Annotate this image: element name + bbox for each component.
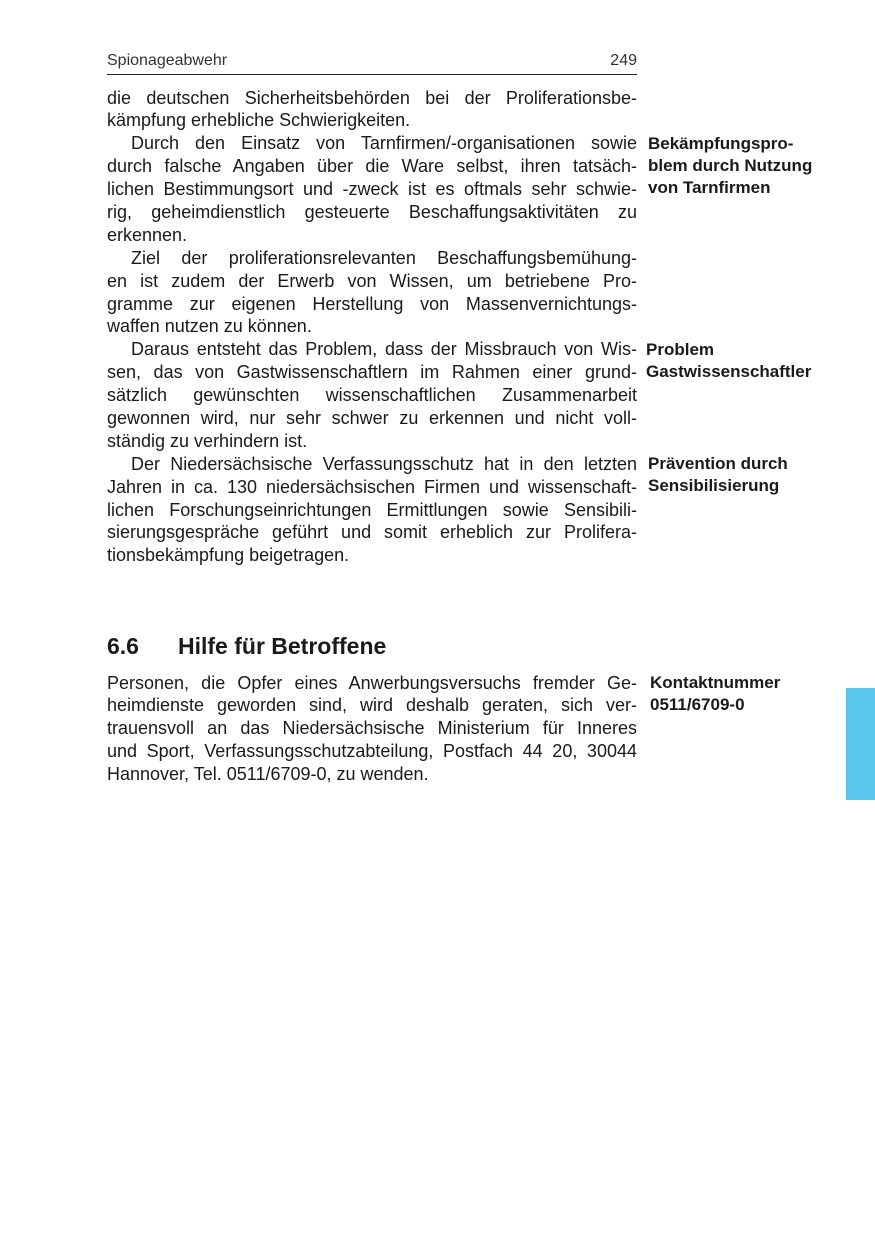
paragraph (107, 87, 637, 133)
margin-note-line: Bekämpfungspro- (648, 134, 794, 153)
section-number: 6.6 (107, 633, 139, 659)
text-line: trauensvoll an das Niedersächsische Ministerium für Inneres (107, 718, 637, 739)
text-line: Hannover, Tel. 0511/6709-0, zu wenden. (107, 764, 429, 785)
text-line: gewonnen wird, nur sehr schwer zu erkennen und nicht voll- (107, 407, 637, 428)
text-line: Ziel der proliferationsrelevanten Beschaffungsbemühung- (131, 247, 637, 268)
paragraph (107, 132, 637, 246)
paragraph (107, 247, 637, 339)
text-line: sierungsgespräche geführt und somit erheblich zur Prolifera- (107, 522, 637, 543)
text-line: ständig zu verhindern ist. (107, 430, 308, 451)
margin-note-kontaktnummer (650, 672, 780, 716)
text-line: die deutschen Sicherheitsbehörden bei der Proliferationsbe- (107, 87, 637, 108)
margin-note-line: blem durch Nutzung (648, 156, 813, 175)
paragraph (107, 453, 637, 567)
paragraph (107, 338, 637, 452)
margin-note-line: Gastwissenschaftler (646, 362, 812, 381)
text-line: sätzlich gewünschten wissenschaftlichen Zusammenarbeit (107, 385, 637, 406)
running-header (107, 50, 637, 72)
chapter-thumb-tab (846, 688, 875, 800)
page-number: 249 (610, 52, 637, 69)
text-line: kämpfung erhebliche Schwierigkeiten. (107, 110, 411, 131)
paragraph (107, 672, 637, 786)
text-line: Durch den Einsatz von Tarnfirmen/-organisationen sowie (131, 133, 637, 154)
running-title: Spionageabwehr (107, 52, 228, 69)
text-line: Jahren in ca. 130 niedersächsischen Firmen und wissenschaft- (107, 476, 637, 497)
text-line: lichen Bestimmungsort und -zweck ist es oftmals sehr schwie- (107, 179, 637, 200)
margin-note-line: von Tarnfirmen (648, 178, 771, 197)
body-text (107, 87, 637, 568)
text-line: gramme zur eigenen Herstellung von Massenvernichtungs- (107, 293, 637, 314)
text-line: Der Niedersächsische Verfassungsschutz hat in den letzten (131, 453, 637, 474)
text-line: heimdienste geworden sind, wird deshalb geraten, sich ver- (107, 695, 637, 716)
text-line: Personen, die Opfer eines Anwerbungsversuchs fremder Ge- (107, 672, 637, 693)
margin-note-line: 0511/6709-0 (650, 695, 745, 714)
text-line: waffen nutzen zu können. (107, 316, 312, 337)
margin-note-line: Problem (646, 340, 715, 359)
section-title: Hilfe für Betroffene (178, 633, 387, 659)
text-line: sen, das von Gastwissenschaftlern im Rahmen einer grund- (107, 362, 637, 383)
text-line: lichen Forschungseinrichtungen Ermittlungen sowie Sensibili- (107, 499, 637, 520)
text-line: durch falsche Angaben über die Ware selbst, ihren tatsäch- (107, 156, 637, 177)
margin-note-tarnfirmen (648, 133, 812, 199)
text-line: erkennen. (107, 224, 188, 245)
text-line: rig, geheimdienstlich gesteuerte Beschaffungsaktivitäten zu (107, 201, 637, 222)
header-rule (107, 74, 637, 75)
margin-note-gastwissenschaftler (646, 339, 811, 383)
margin-note-line: Kontaktnummer (650, 673, 781, 692)
text-line: en ist zudem der Erwerb von Wissen, um betriebene Pro- (107, 270, 637, 291)
text-line: tionsbekämpfung beigetragen. (107, 545, 350, 566)
margin-note-line: Sensibilisierung (648, 476, 780, 495)
margin-note-line: Prävention durch (648, 454, 788, 473)
text-line: Daraus entsteht das Problem, dass der Missbrauch von Wis- (131, 339, 637, 360)
margin-note-praevention (648, 453, 788, 497)
section-body-text (107, 672, 637, 786)
text-line: und Sport, Verfassungsschutzabteilung, Postfach 44 20, 30044 (107, 741, 637, 762)
